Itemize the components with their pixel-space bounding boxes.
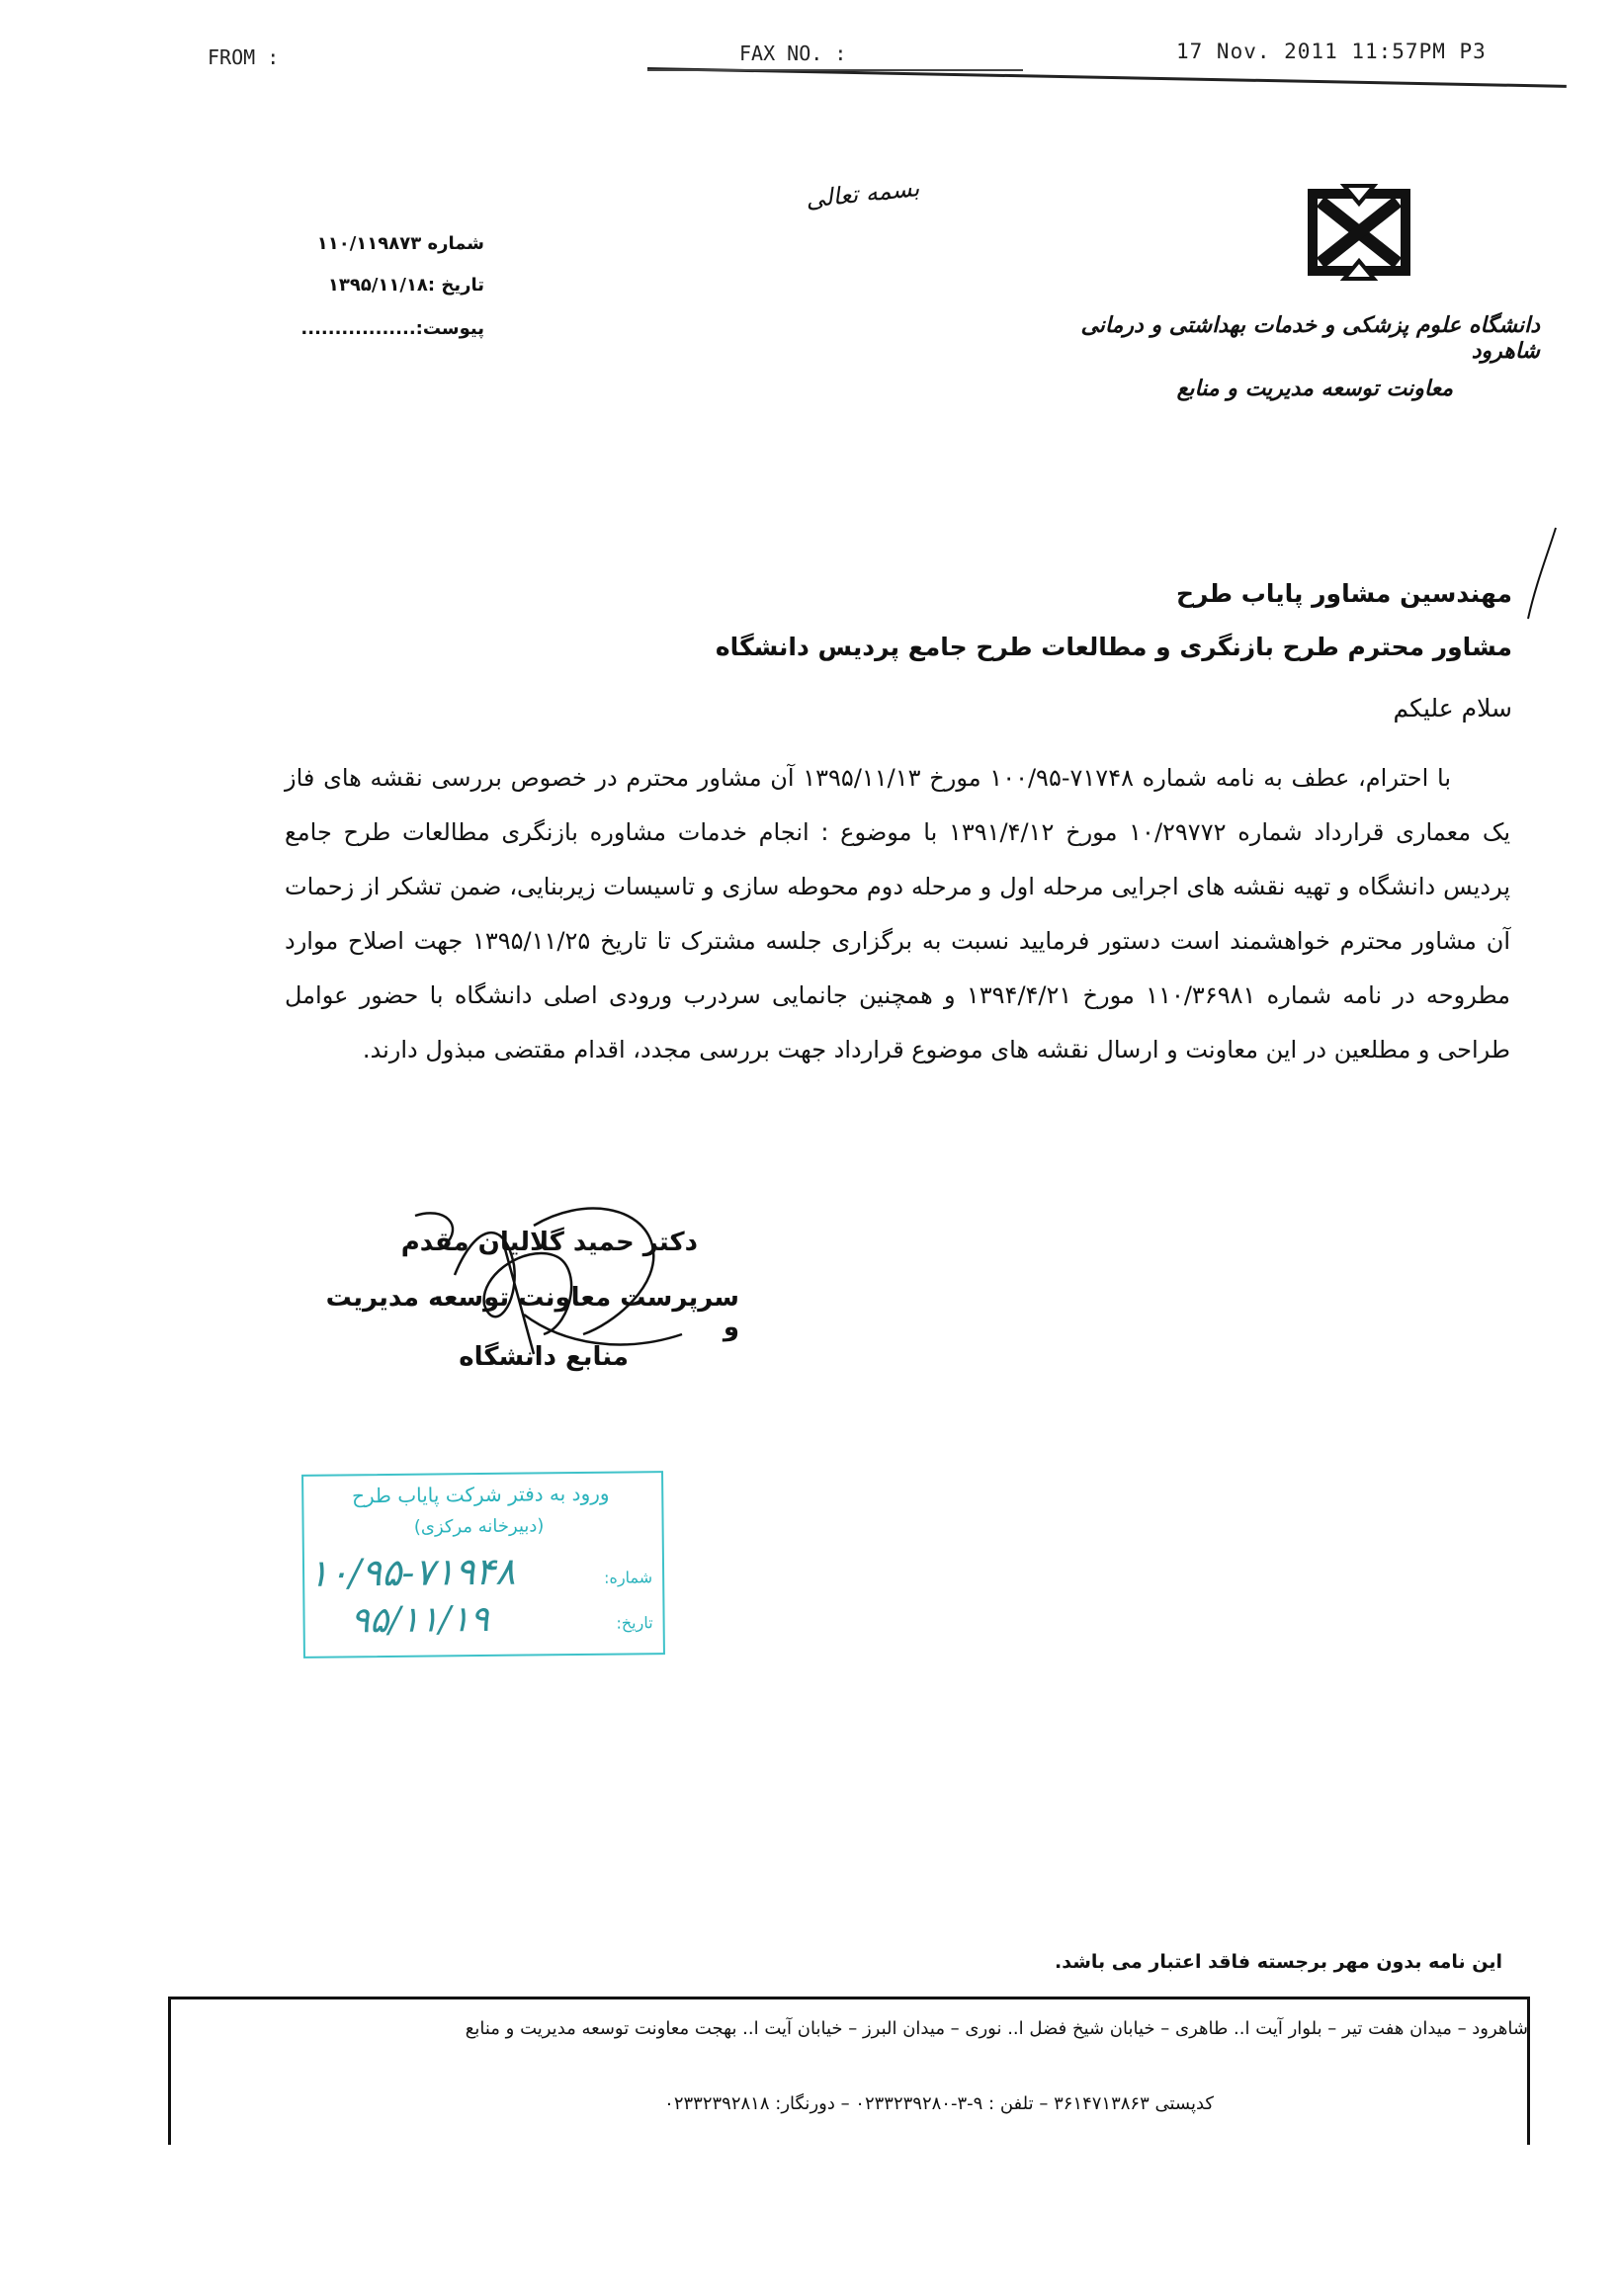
stamp-date-value: ۹۵/۱۱/۱۹ <box>350 1598 490 1642</box>
addressee-company: مهندسین مشاور پایاب طرح <box>1175 579 1512 608</box>
receipt-stamp <box>301 1471 665 1658</box>
letter-body: با احترام، عطف به نامه شماره ۷۱۷۴۸-۱۰۰/۹۵ مورخ ۱۳۹۵/۱۱/۱۳ آن مشاور محترم در خصوص بررسی نقشه های فاز یک معماری قرارداد شماره ۱۰/۲۹۷۷۲ مورخ ۱۳۹۱/۴/۱۲ با موضوع : انجام خدمات مشاوره بازنگری مطالعات طرح جامع پردیس دانشگاه و تهیه نقشه های اجرایی مرحله اول و مرحله دوم محوطه سازی و تاسیسات زیربنایی، ضمن تشکر از زحمات آن مشاور محترم خواهشمند است دستور فرمایید نسبت به برگزاری جلسه مشترک تا تاریخ ۱۳۹۵/۱۱/۲۵ جهت اصلاح موارد مطروحه در نامه شماره ۱۱۰/۳۶۹۸۱ مورخ ۱۳۹۴/۴/۲۱ و همچنین جانمایی سردرب ورودی اصلی دانشگاه با حضور عوامل طراحی و مطلعین در این معاونت و ارسال نقشه های موضوع قرارداد جهت بررسی مجدد، اقدام مقتضی مبذول دارند. <box>285 764 1511 1063</box>
validity-note: این نامه بدون مهر برجسته فاقد اعتبار می باشد. <box>1055 1951 1502 1973</box>
stamp-title: ورود به دفتر شرکت پایاب طرح <box>351 1481 610 1508</box>
margin-pen-mark <box>1522 524 1562 623</box>
stamp-number-label: شماره: <box>604 1568 653 1587</box>
bismillah-heading: بسمه تعالی <box>804 174 921 213</box>
letter-date: تاریخ :۱۳۹۵/۱۱/۱۸ <box>327 275 484 296</box>
fax-from-label: FROM : <box>208 45 280 69</box>
signatory-name: دکتر حمید گلالیان مقدم <box>400 1228 698 1257</box>
footer-address: شاهرود – میدان هفت تیر – بلوار آیت ا.. طاهری – خیابان شیخ فضل ا.. نوری – میدان البرز – خیابان آیت ا.. بهجت معاونت توسعه مدیریت و منابع <box>465 2018 1528 2039</box>
stamp-date-label: تاریخ: <box>616 1613 653 1633</box>
signatory-title-line2: منابع دانشگاه <box>459 1342 629 1372</box>
university-logo-icon <box>1301 180 1417 285</box>
fax-number-label: FAX NO. : <box>739 42 847 65</box>
addressee-role: مشاور محترم طرح بازنگری و مطالعات طرح جامع پردیس دانشگاه <box>715 633 1512 661</box>
stamp-number-value: ۱۰/۹۵-۷۱۹۴۸ <box>307 1549 516 1595</box>
salutation: سلام علیکم <box>1393 694 1512 723</box>
footer-contact: کدپستی ۳۶۱۴۷۱۳۸۶۳ – تلفن : ۹-۳-۰۲۳۳۲۳۹۲۸۰ – دورنگار: ۰۲۳۳۲۳۹۲۸۱۸ <box>664 2093 1214 2114</box>
stamp-subtitle: (دبیرخانه مرکزی) <box>413 1515 545 1538</box>
fax-datetime-page: 17 Nov. 2011 11:57PM P3 <box>1176 40 1487 63</box>
fax-header-rule-left <box>647 69 1023 71</box>
signatory-title-line1: سرپرست معاونت توسعه مدیریت و <box>325 1283 739 1342</box>
department-name: معاونت توسعه مدیریت و منابع <box>1176 376 1453 401</box>
letter-attachment: پیوست:................. <box>300 318 484 339</box>
university-name: دانشگاه علوم پزشکی و خدمات بهداشتی و درمانی شاهرود <box>1080 312 1540 364</box>
letter-number: شماره ۱۱۰/۱۱۹۸۷۳ <box>316 233 484 254</box>
